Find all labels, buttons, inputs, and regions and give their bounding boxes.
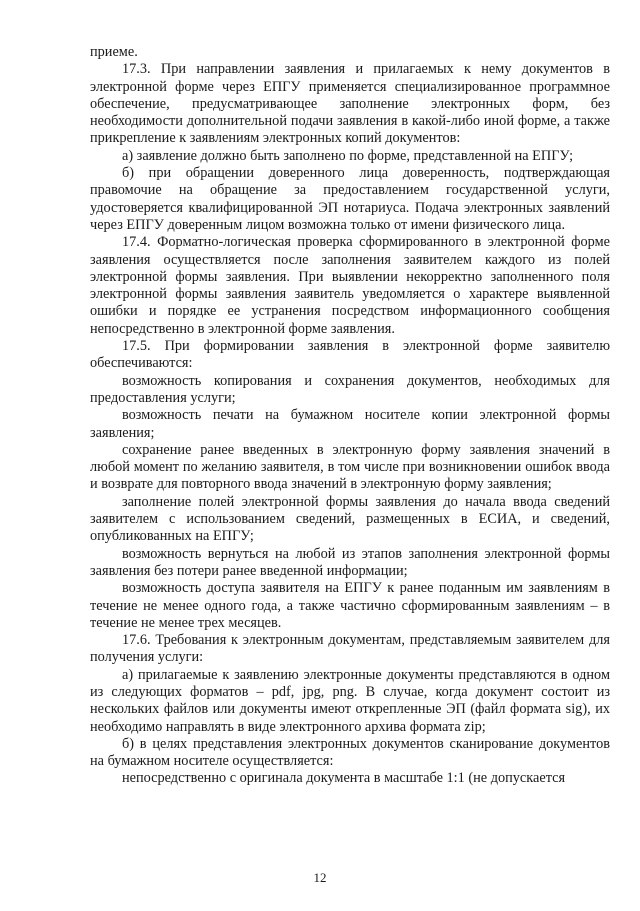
paragraph: возможность печати на бумажном носителе копии электронной формы заявления; — [90, 407, 610, 441]
paragraph: приеме. — [90, 44, 138, 60]
paragraph: б) при обращении доверенного лица доверенность, подтверждающая правомочие на обращение за предоставлением государственной услуги, удостоверяется квалифицированной ЭП нотариуса. Подача электронных заявлений через ЕПГУ доверенным лицом возможна только от имени физического лица. — [90, 165, 610, 233]
paragraph: б) в целях представления электронных документов сканирование документов на бумажном носителе осуществляется: — [90, 735, 610, 770]
paragraph: а) прилагаемые к заявлению электронные документы представляются в одном из следующих форматов – pdf, jpg, png. В случае, когда документ состоит из нескольких файлов или документы имеют открепленные ЭП (файл формата sig), их необходимо направлять в виде электронного архива формата zip; — [90, 666, 610, 735]
paragraph: 17.6. Требования к электронным документам, представляемым заявителем для получения услуги: — [90, 632, 610, 666]
paragraph: возможность доступа заявителя на ЕПГУ к ранее поданным им заявлениям в течение не менее одного года, а также частично сформированным заявлениям – в течение не менее трех месяцев. — [90, 580, 610, 631]
paragraph: заполнение полей электронной формы заявления до начала ввода сведений заявителем с использованием сведений, размещенных в ЕСИА, и сведений, опубликованных на ЕПГУ; — [90, 493, 610, 545]
paragraph: непосредственно с оригинала документа в масштабе 1:1 (не допускается — [122, 770, 566, 787]
paragraph: возможность вернуться на любой из этапов заполнения электронной формы заявления без потери ранее введенной информации; — [90, 545, 610, 579]
paragraph: а) заявление должно быть заполнено по форме, представленной на ЕПГУ; — [122, 147, 574, 164]
document-body — [90, 44, 610, 788]
paragraph: возможность копирования и сохранения документов, необходимых для предоставления услуги; — [90, 372, 610, 406]
paragraph: сохранение ранее введенных в электронную форму заявления значений в любой момент по желанию заявителя, в том числе при возникновении ошибок ввода и возврате для повторного ввода значений в электронную форму заявления; — [90, 441, 610, 493]
page-number: 12 — [313, 870, 327, 885]
paragraph: 17.5. При формировании заявления в электронной форме заявителю обеспечиваются: — [90, 338, 610, 372]
paragraph: 17.4. Форматно-логическая проверка сформированного в электронной форме заявления осуществляется после заполнения заявителем каждого из полей электронной формы заявления. При выявлении некорректно заполненного поля электронной формы заявления заявитель уведомляется о характере выявленной ошибки и порядке ее устранения посредством информационного сообщения непосредственно в электронной форме заявления. — [90, 234, 610, 337]
paragraph: 17.3. При направлении заявления и прилагаемых к нему документов в электронной форме через ЕПГУ применяется специализированное программное обеспечение, предусматривающее заполнение электронных форм, без необходимости дополнительной подачи заявления в какой-либо иной форме, а также прикрепление к заявлениям электронных копий документов: — [90, 61, 610, 147]
